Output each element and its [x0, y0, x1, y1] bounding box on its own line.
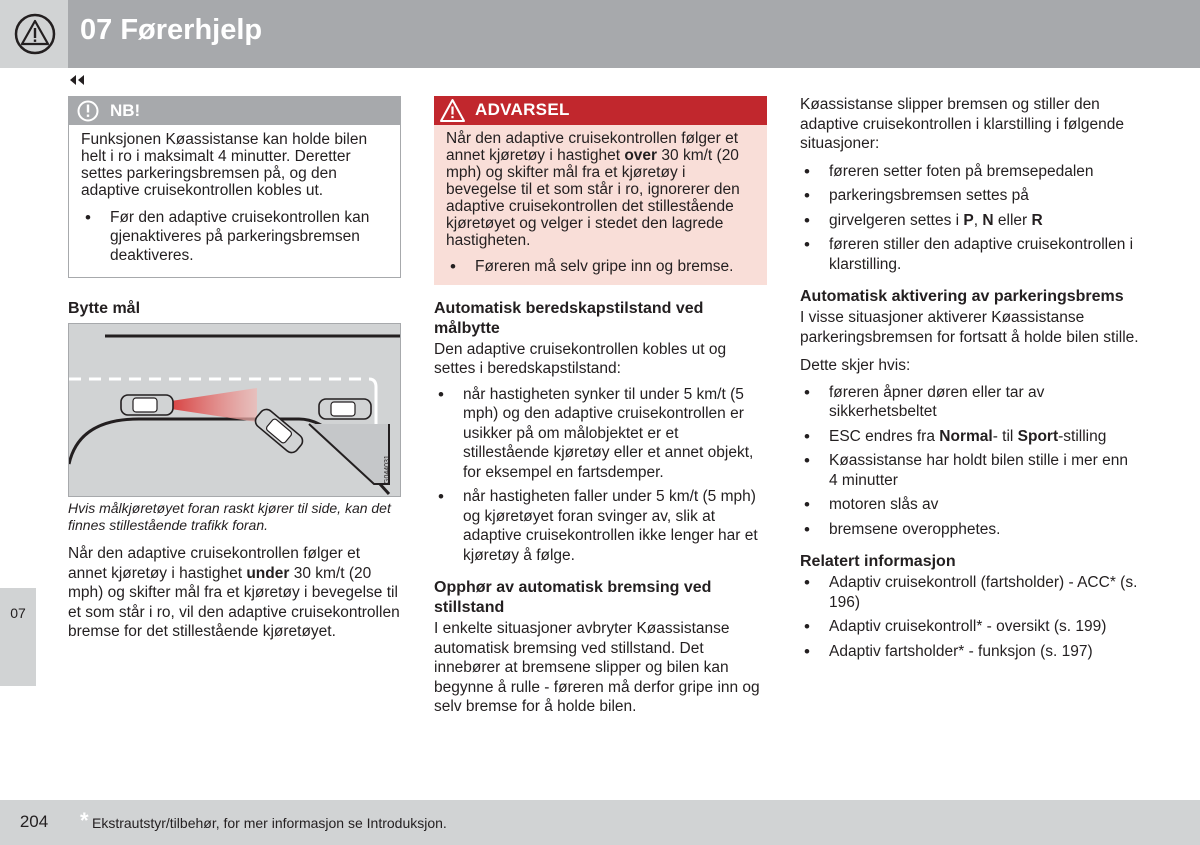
- related-links: [800, 573, 1140, 661]
- text-run: 30 km/t (20 mph) og skifter mål fra et kjøretøy i bevegelse til et som står i ro, vil den adaptive cruisekontrollen bremse for det stillestående kjøretøyet.: [68, 564, 400, 640]
- bold-run: Sport: [1017, 427, 1059, 445]
- note-box: [68, 96, 401, 278]
- beredskap-bullets: [434, 385, 767, 566]
- paragraph-dette-skjer: Dette skjer hvis:: [800, 357, 911, 374]
- list-item: • parkeringsbremsen settes på: [800, 186, 1140, 206]
- bold-run: Normal: [939, 427, 993, 445]
- warning-text: [446, 130, 755, 249]
- list-item-esc: [800, 427, 1140, 447]
- warning-body: [434, 125, 767, 285]
- road-diagram: [69, 324, 400, 496]
- page-number: 204: [19, 812, 49, 831]
- parking-bullets: [800, 383, 1140, 540]
- bold-run: under: [246, 564, 290, 582]
- list-item: • føreren stiller den adaptive cruisekontrollen i klarstilling.: [800, 235, 1140, 274]
- list-item: • bremsene overopphetes.: [800, 520, 1140, 540]
- info-icon: [77, 100, 99, 122]
- section-heading-parkeringsbrems: Automatisk aktivering av parkeringsbrems: [800, 288, 1124, 305]
- text-run: 30 km/t (20 mph) og skifter mål fra et kjøretøy i bevegelse til et som står i ro, ignorerer den adaptive cruisekontrollen det stillestående kjøretøyet og velger i stedet den lagrede hastigheten.: [446, 147, 740, 249]
- warning-bullet: • Føreren må selv gripe inn og bremse.: [446, 257, 755, 277]
- warning-triangle-icon: [14, 13, 56, 55]
- text-run: eller: [993, 211, 1032, 229]
- warning-triangle-icon: [439, 98, 466, 123]
- bold-run: R: [1031, 211, 1043, 229]
- release-bullets: [800, 162, 1140, 275]
- text-run: ESC endres fra: [829, 427, 940, 445]
- note-title: NB!: [110, 101, 141, 120]
- section-heading-relatert: Relatert informasjon: [800, 553, 956, 570]
- exit-lane: [309, 424, 389, 484]
- note-bullets: [81, 208, 388, 265]
- note-text: Funksjonen Køassistanse kan holde bilen helt i ro i maksimalt 4 minutter. Deretter settes parkeringsbremsen på, og den adaptive cruisekontrollen kobles ut.: [81, 131, 368, 199]
- text-run: Når den adaptive cruisekontrollen følger et annet kjøretøy i hastighet: [446, 130, 739, 164]
- note-header: [69, 97, 400, 125]
- note-bullet: • Før den adaptive cruisekontrollen kan gjenaktiveres på parkeringsbremsen deaktiveres.: [81, 208, 388, 265]
- note-body: [69, 125, 400, 277]
- paragraph-under-30: [68, 544, 402, 642]
- stationary-car: [319, 399, 371, 419]
- text-run: Når den adaptive cruisekontrollen følger et annet kjøretøy i hastighet: [68, 545, 361, 582]
- own-car: [121, 395, 173, 415]
- chapter-tab-label: 07: [10, 605, 26, 621]
- bold-run: N: [982, 211, 994, 229]
- section-heading-beredskap: Automatisk beredskapstilstand ved målbytte: [434, 299, 704, 337]
- bold-run: over: [624, 147, 658, 164]
- header-icon-box: [0, 0, 68, 68]
- warning-bullets: [446, 257, 755, 277]
- related-link[interactable]: • Adaptiv cruisekontroll (fartsholder) - ACC* (s. 196): [800, 573, 1140, 612]
- paragraph-koassistanse-intro: Køassistanse slipper bremsen og stiller den adaptive cruisekontrollen i klarstilling i følgende situasjoner:: [800, 96, 1124, 152]
- illustration-caption: Hvis målkjøretøyet foran raskt kjører til side, kan det finnes stillestående trafikk foran.: [68, 500, 391, 533]
- related-link[interactable]: • Adaptiv cruisekontroll* - oversikt (s. 199): [800, 617, 1140, 637]
- footnote-text: Ekstrautstyr/tilbehør, for mer informasjon se Introduksjon.: [92, 815, 447, 831]
- radar-beam: [171, 388, 257, 422]
- section-heading-bytte-mal: Bytte mål: [68, 300, 141, 317]
- text-run: -stilling: [1058, 427, 1107, 445]
- double-chevron-left-icon[interactable]: [68, 73, 86, 87]
- footnote-star: *: [80, 808, 89, 833]
- text-run: girvelgeren settes i: [829, 211, 964, 229]
- warning-box: [434, 96, 767, 285]
- text-run: - til: [992, 427, 1018, 445]
- column-middle: [434, 96, 767, 726]
- paragraph-opphor: I enkelte situasjoner avbryter Køassistanse automatisk bremsing ved stillstand. Det innebører at bremsene slipper og bilen kan begynne å rulle - føreren må derfor gripe inn og selv bremse for å holde bilen.: [434, 620, 760, 715]
- illustration-code: G044031: [384, 455, 391, 484]
- list-item: • når hastigheten faller under 5 km/t (5 mph) og kjøretøyet foran svinger av, slik at adaptive cruisekontrollen ikke lenger har et kjøretøy å følge.: [434, 487, 767, 565]
- text-run: ,: [973, 211, 983, 229]
- list-item: • når hastigheten synker til under 5 km/t (5 mph) og den adaptive cruisekontrollen er usikker på om målobjektet er et stillestående kjøretøy eller et annet objekt, for eksempel en fartsdemper.: [434, 385, 767, 483]
- column-right: [800, 95, 1140, 670]
- list-item: • føreren setter foten på bremsepedalen: [800, 162, 1140, 182]
- list-item: • føreren åpner døren eller tar av sikkerhetsbeltet: [800, 383, 1140, 422]
- warning-header: [434, 96, 767, 125]
- section-heading-opphor: Opphør av automatisk bremsing ved stillstand: [434, 579, 712, 616]
- page-title: 07 Førerhjelp: [80, 14, 263, 46]
- bold-run: P: [963, 211, 974, 229]
- list-item: • Køassistanse har holdt bilen stille i mer enn 4 minutter: [800, 451, 1140, 490]
- column-left: [68, 96, 402, 651]
- list-item-gear: [800, 211, 1140, 231]
- list-item: • motoren slås av: [800, 495, 1140, 515]
- target-change-illustration: [68, 323, 401, 497]
- chapter-tab[interactable]: [0, 588, 36, 686]
- warning-title: ADVARSEL: [475, 100, 570, 119]
- related-link[interactable]: • Adaptiv fartsholder* - funksjon (s. 197): [800, 642, 1140, 662]
- paragraph-parkeringsbrems: I visse situasjoner aktiverer Køassistanse parkeringsbremsen for fortsatt å holde bilen stille.: [800, 309, 1139, 346]
- turning-car: [253, 407, 306, 456]
- paragraph-beredskap-intro: Den adaptive cruisekontrollen kobles ut og settes i beredskapstilstand:: [434, 340, 727, 377]
